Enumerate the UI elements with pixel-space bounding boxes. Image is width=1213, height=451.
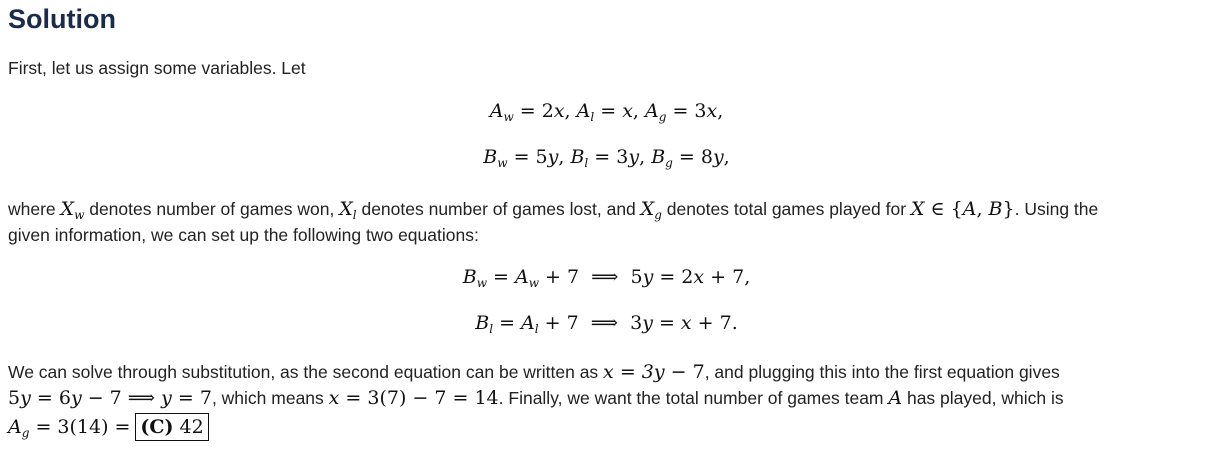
equation-a: $A_w = 2x$, $A_l = x$, $A_g = 3x$, — [489, 100, 724, 124]
solve-line-1: We can solve through substitution, as the second equation can be written as x = 3y − 7, and plugging this into the first equation gives — [8, 361, 1060, 383]
equation-d: $B_l = A_l + 7$ ⟹ 3y = x + 7. — [475, 312, 738, 336]
equation-b: $B_w = 5y$, $B_l = 3y$, $B_g = 8y$, — [483, 146, 730, 170]
answer-line: $A_g = 3(14) = (C)$ 42 — [8, 413, 209, 441]
solve-line-2: 5y = 6y − 7 ⟹ y = 7, which means x = 3(7) − 7 = 14. Finally, we want the total number of games team A has played, which is — [8, 387, 1064, 409]
equation-c: $B_w = A_w + 7$ ⟹ 5y = 2x + 7, — [462, 266, 751, 290]
solution-heading: Solution — [8, 4, 116, 34]
where-line: where $X_w$ denotes number of games won, $X_l$ denotes number of games lost, and $X_g$ denotes total games played for X ∈ {A, B}. Using the — [8, 198, 1099, 222]
intro-text: First, let us assign some variables. Let — [8, 58, 306, 78]
answer-box: (C) 42 — [135, 413, 208, 441]
where-line-2: given information, we can set up the following two equations: — [8, 225, 479, 245]
